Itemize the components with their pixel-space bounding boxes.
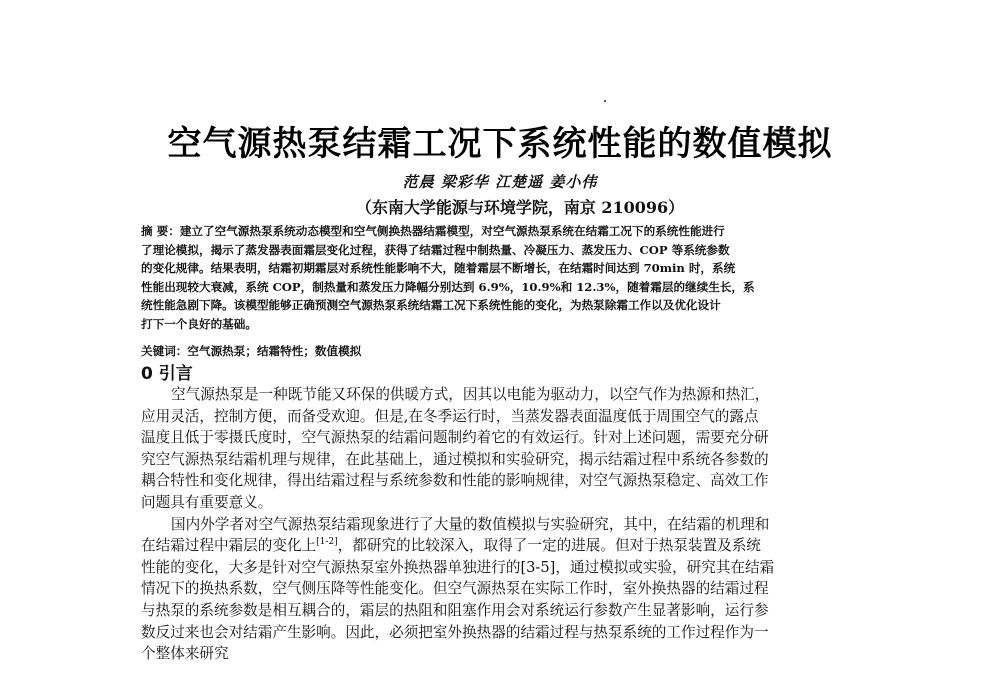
abstract-line: 性能出现较大衰减，系统 COP，制热量和蒸发压力降幅分别达到 6.9%，10.9%和 12.3%，随着霜层的继续生长，系 bbox=[141, 279, 755, 294]
paragraph-line: 空气源热泵是一种既节能又环保的供暖方式，因其以电能为驱动力，以空气作为热源和热汇， bbox=[171, 386, 770, 403]
paragraph-line: 性能的变化，大多是针对空气源热泵室外换热器单独进行的[3-5]，通过模拟或实验，研究其在结霜 bbox=[141, 558, 775, 576]
scan-speck bbox=[604, 100, 606, 102]
paragraph-line: 问题具有重要意义。 bbox=[141, 493, 273, 511]
paragraph-line: 国内外学者对空气源热泵结霜现象进行了大量的数值模拟与实验研究，其中，在结霜的机理和 bbox=[171, 515, 770, 533]
paper-title: 空气源热泵结霜工况下系统性能的数值模拟 bbox=[167, 124, 833, 164]
keywords: 关键词：空气源热泵；结霜特性；数值模拟 bbox=[141, 344, 362, 358]
paragraph-text: ，都研究的比较深入，取得了一定的进展。但对于热泵装置及系统 bbox=[337, 537, 761, 555]
section-heading: 0 引言 bbox=[141, 364, 193, 384]
affiliation: （东南大学能源与环境学院，南京 210096） bbox=[355, 198, 685, 217]
author-list: 范晨 梁彩华 江楚遥 姜小伟 bbox=[402, 173, 598, 191]
abstract-line: 摘 要：建立了空气源热泵系统动态模型和空气侧换热器结霜模型，对空气源热泵系统在结霜工况下的系统性能进行 bbox=[141, 224, 725, 238]
paragraph-line: 应用灵活，控制方便，而备受欢迎。但是,在冬季运行时，当蒸发器表面温度低于周围空气的露点 bbox=[141, 407, 759, 425]
abstract bbox=[141, 222, 889, 333]
abstract-line: 打下一个良好的基础。 bbox=[141, 316, 257, 331]
paragraph-line: 与热泵的系统参数是相互耦合的，霜层的热阻和阻塞作用会对系统运行参数产生显著影响，运行参 bbox=[141, 601, 769, 619]
paragraph-line: 耦合特性和变化规律，得出结霜过程与系统参数和性能的影响规律，对空气源热泵稳定、高效工作 bbox=[141, 472, 769, 490]
paragraph-text: 在结霜过程中霜层的变化上 bbox=[141, 537, 317, 555]
abstract-line: 统性能急剧下降。该模型能够正确预测空气源热泵系统结霜工况下系统性能的变化，为热泵除霜工作以及优化设计 bbox=[141, 298, 721, 312]
paragraph-line: 个整体来研究 bbox=[141, 645, 229, 663]
paragraph-line: 情况下的换热系数，空气侧压降等性能变化。但空气源热泵在实际工作时，室外换热器的结霜过程 bbox=[141, 580, 769, 598]
body-text bbox=[141, 384, 891, 665]
paragraph-line bbox=[141, 535, 891, 557]
paragraph-line: 温度且低于零摄氏度时，空气源热泵的结霜问题制约着它的有效运行。针对上述问题，需要充分研 bbox=[141, 429, 769, 447]
citation-marker: [1-2] bbox=[316, 537, 338, 548]
paragraph-line: 究空气源热泵结霜机理与规律，在此基础上，通过模拟和实验研究，揭示结霜过程中系统各参数的 bbox=[141, 450, 769, 468]
paragraph-line: 数反过来也会对结霜产生影响。因此，必须把室外换热器的结霜过程与热泵系统的工作过程作为一 bbox=[141, 623, 769, 641]
abstract-line: 了理论模拟，揭示了蒸发器表面霜层变化过程，获得了结霜过程中制热量、冷凝压力、蒸发压力、COP 等系统参数 bbox=[141, 242, 730, 257]
abstract-line: 的变化规律。结果表明，结霜初期霜层对系统性能影响不大，随着霜层不断增长，在结霜时间达到 70min 时，系统 bbox=[141, 261, 736, 275]
